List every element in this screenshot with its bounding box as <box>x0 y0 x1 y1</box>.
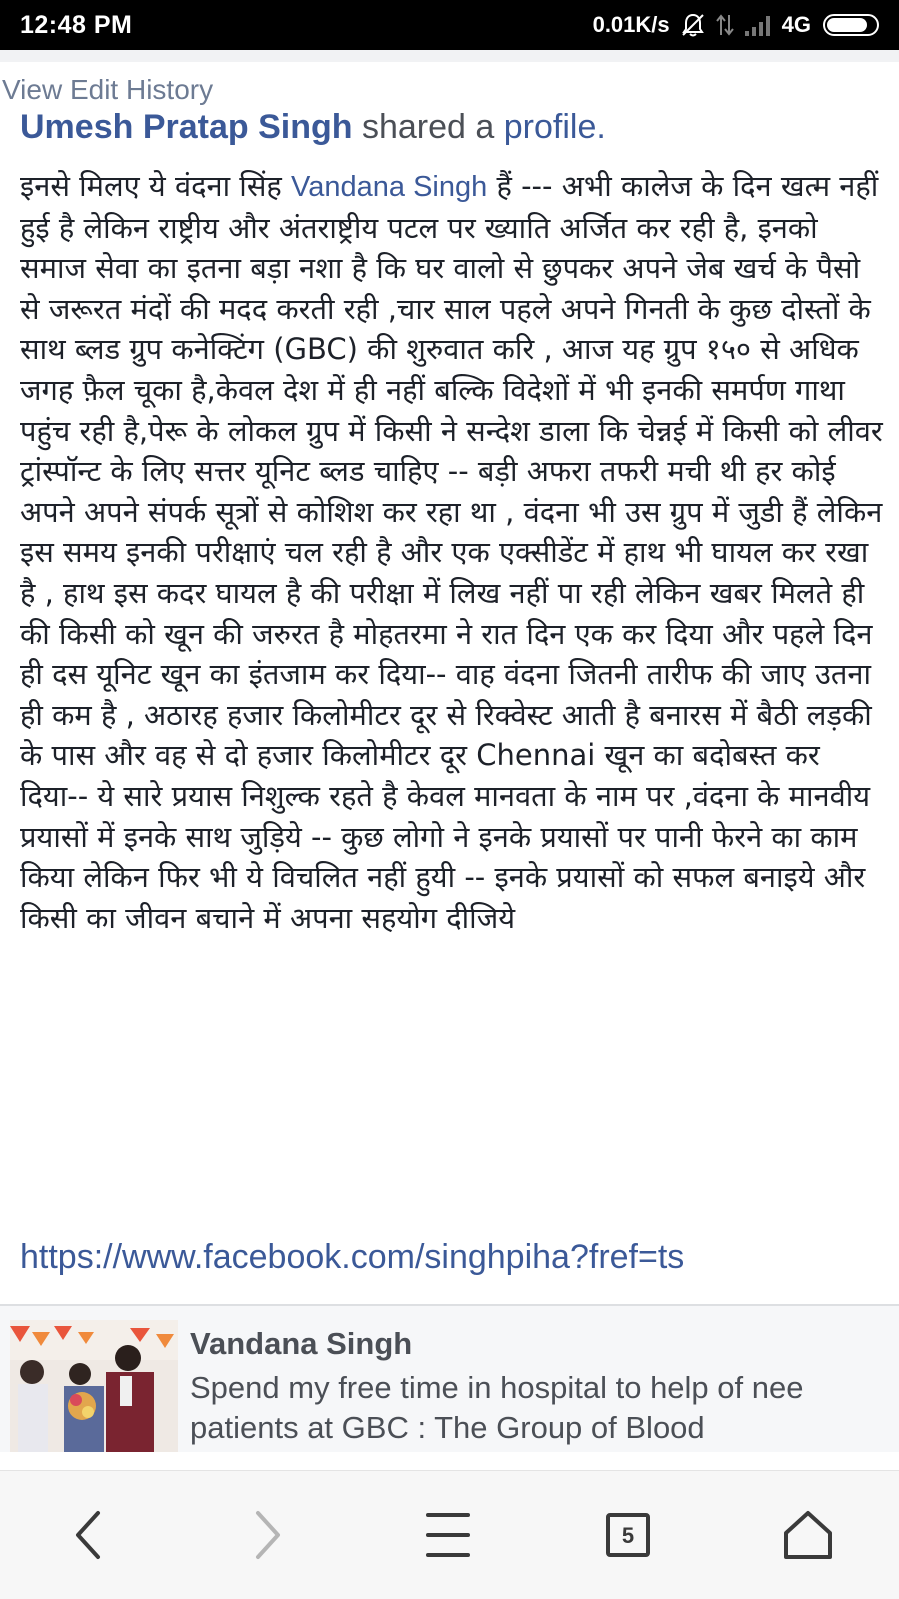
battery-level <box>827 18 867 32</box>
forward-button[interactable] <box>228 1497 308 1573</box>
post-body-intro: इनसे मिलए ये वंदना सिंह <box>20 169 292 203</box>
shared-profile-link[interactable]: profile. <box>503 108 606 146</box>
mention-link[interactable]: Vandana Singh <box>291 171 488 203</box>
profile-description-line: Spend my free time in hospital to help of nee <box>190 1370 804 1405</box>
view-edit-history-link[interactable]: View Edit History <box>2 74 214 105</box>
tab-count: 5 <box>621 1523 635 1548</box>
tabs-button[interactable] <box>588 1497 668 1573</box>
back-button[interactable] <box>48 1497 128 1573</box>
status-bar <box>0 0 899 50</box>
network-type: 4G <box>781 12 811 37</box>
battery-icon <box>823 14 879 36</box>
status-time: 12:48 PM <box>20 10 133 39</box>
profile-description-line: patients at GBC : The Group of Blood <box>190 1410 705 1445</box>
status-icons <box>593 12 879 38</box>
signal-icon <box>744 14 772 36</box>
menu-icon <box>424 1509 472 1561</box>
profile-card[interactable] <box>0 1304 899 1452</box>
profile-description <box>190 1368 899 1448</box>
forward-icon <box>248 1507 288 1563</box>
mute-bell-icon <box>680 12 706 38</box>
tabs-icon <box>604 1511 652 1559</box>
home-button[interactable] <box>768 1497 848 1573</box>
shared-text: shared a <box>361 108 495 146</box>
home-icon <box>780 1507 836 1563</box>
bottom-navigation <box>0 1470 899 1599</box>
net-speed: 0.01K/s <box>592 12 670 37</box>
post-url-link[interactable]: https://www.facebook.com/singhpiha?fref=ts <box>20 1238 685 1276</box>
menu-button[interactable] <box>408 1497 488 1573</box>
back-icon <box>68 1507 108 1563</box>
post-body <box>20 166 886 938</box>
profile-name[interactable]: Vandana Singh <box>190 1326 413 1361</box>
post-header <box>20 108 606 147</box>
data-arrows-icon <box>716 13 734 37</box>
top-gap <box>0 50 899 62</box>
author-link[interactable]: Umesh Pratap Singh <box>20 108 353 146</box>
profile-thumbnail[interactable] <box>10 1320 178 1452</box>
post-body-text: हैं --- अभी कालेज के दिन खत्म नहीं हुई है लेकिन राष्ट्रीय और अंतराष्ट्रीय पटल पर ख्याति अर्जित कर रही है, इनको समाज सेवा का इतना बड़ा नशा है कि घर वालो से छुपकर अपने जेब खर्च के पैसो से जरूरत मंदों की मदद करती रही ,चार साल पहले अपने गिनती के कुछ दोस्तों के साथ ब्लड ग्रुप कनेक्टिंग (GBC) की शुरुवात करि , आज यह ग्रुप १५० से अधिक जगह फ़ैल चूका है,केवल देश में ही नहीं बल्कि विदेशों में भी इनकी समर्पण गाथा पहुंच रही है,पेरू के लोकल ग्रुप में किसी ने सन्देश डाला कि चेन्नई में किसी को लीवर ट्रांस्पॉन्ट के लिए सत्तर यूनिट ब्लड चाहिए -- बड़ी अफरा तफरी मची थी हर कोई अपने अपने संपर्क सूत्रों से कोशिश कर रहा था , वंदना भी उस ग्रुप में जुडी हैं लेकिन इस समय इनकी परीक्षाएं चल रही है और एक एक्सीडेंट में हाथ भी घायल कर रखा है , हाथ इस कदर घायल है की परीक्षा में लिख नहीं पा रही लेकिन खबर मिलते ही की किसी को खून की जरुरत है मोहतरमा ने रात दिन एक कर दिया और पहले दिन ही दस यूनिट खून का इंतजाम कर दिया-- वाह वंदना जितनी तारीफ की जाए उतना ही कम है , अठारह हजार किलोमीटर दूर से रिक्वेस्ट आती है बनारस में बैठी लड़की के पास और वह से दो हजार किलोमीटर दूर Chennai खून का बदोबस्त कर दिया-- ये सारे प्रयास निशुल्क रहते है केवल मानवता के नाम पर ,वंदना के मानवीय प्रयासों में इनके साथ जुड़िये -- कुछ लोगो ने इनके प्रयासों पर पानी फेरने का काम किया लेकिन फिर भी ये विचलित नहीं हुयी -- इनके प्रयासों को सफल बनाइये और किसी का जीवन बचाने में अपना सहयोग दीजिये <box>20 169 883 935</box>
